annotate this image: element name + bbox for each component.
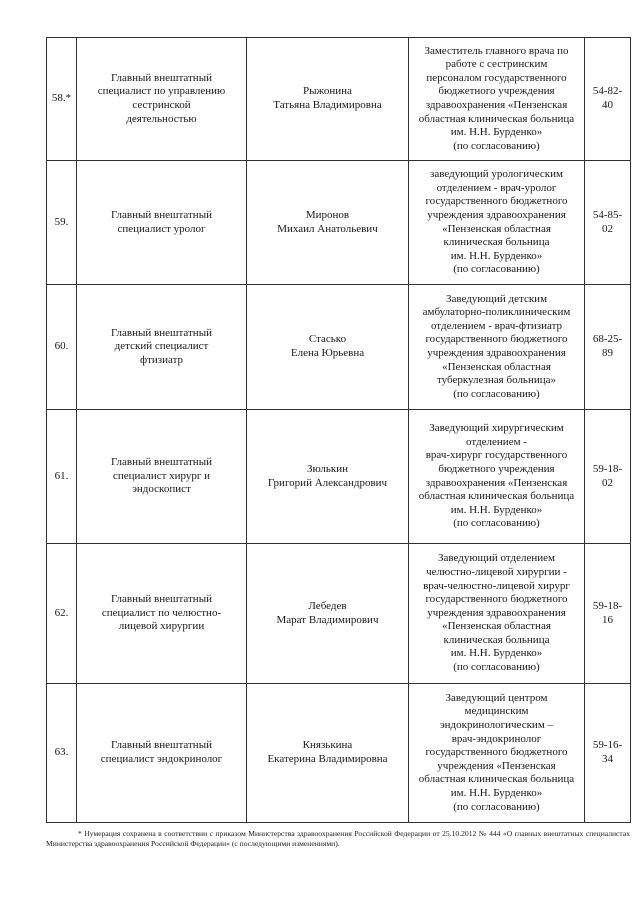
- specialists-table: [46, 37, 631, 823]
- row-number: 62.: [47, 544, 77, 684]
- phone-cell: 59-18-16: [585, 544, 631, 684]
- row-number: 58.*: [47, 38, 77, 161]
- table-row: [47, 544, 631, 684]
- table-row: [47, 285, 631, 410]
- name-cell: Рыжонина Татьяна Владимировна: [247, 38, 409, 161]
- row-number: 63.: [47, 684, 77, 823]
- workplace-cell: Заведующий центром медицинским эндокринологическим – врач-эндокринолог государственного бюджетного учреждения «Пензенская областная клиническая больница им. Н.Н. Бурденко» (по согласованию): [409, 684, 585, 823]
- phone-cell: 59-18-02: [585, 410, 631, 544]
- position-cell: Главный внештатный специалист по управлению сестринской деятельностью: [77, 38, 247, 161]
- name-cell: Стасько Елена Юрьевна: [247, 285, 409, 410]
- name-cell: Зюлькин Григорий Александрович: [247, 410, 409, 544]
- workplace-cell: заведующий урологическим отделением - врач-уролог государственного бюджетного учреждения здравоохранения «Пензенская областная клиническая больница им. Н.Н. Бурденко» (по согласованию): [409, 161, 585, 285]
- table-row: [47, 684, 631, 823]
- workplace-cell: Заведующий отделением челюстно-лицевой хирургии - врач-челюстно-лицевой хирург государственного бюджетного учреждения здравоохранения «Пензенская областная клиническая больница им. Н.Н. Бурденко» (по согласованию): [409, 544, 585, 684]
- row-number: 60.: [47, 285, 77, 410]
- workplace-cell: Заместитель главного врача по работе с сестринским персоналом государственного бюджетного учреждения здравоохранения «Пензенская областная клиническая больница им. Н.Н. Бурденко» (по согласованию): [409, 38, 585, 161]
- position-cell: Главный внештатный специалист по челюстно- лицевой хирургии: [77, 544, 247, 684]
- position-cell: Главный внештатный детский специалист фтизиатр: [77, 285, 247, 410]
- row-number: 59.: [47, 161, 77, 285]
- phone-cell: 59-16-34: [585, 684, 631, 823]
- name-cell: Миронов Михаил Анатольевич: [247, 161, 409, 285]
- name-cell: Лебедев Марат Владимирович: [247, 544, 409, 684]
- workplace-cell: Заведующий детским амбулаторно-поликлиническим отделением - врач-фтизиатр государственного бюджетного учреждения здравоохранения «Пензенская областная туберкулезная больница» (по согласованию): [409, 285, 585, 410]
- name-cell: Князькина Екатерина Владимировна: [247, 684, 409, 823]
- table-row: [47, 38, 631, 161]
- workplace-cell: Заведующий хирургическим отделением - врач-хирург государственного бюджетного учреждения здравоохранения «Пензенская областная клиническая больница им. Н.Н. Бурденко» (по согласованию): [409, 410, 585, 544]
- position-cell: Главный внештатный специалист уролог: [77, 161, 247, 285]
- phone-cell: 54-85-02: [585, 161, 631, 285]
- position-cell: Главный внештатный специалист эндокринолог: [77, 684, 247, 823]
- table-row: [47, 161, 631, 285]
- row-number: 61.: [47, 410, 77, 544]
- phone-cell: 68-25-89: [585, 285, 631, 410]
- table-row: [47, 410, 631, 544]
- phone-cell: 54-82-40: [585, 38, 631, 161]
- footnote: * Нумерация сохранена в соответствии с приказом Министерства здравоохранения Российской Федерации от 25.10.2012 № 444 «О главных внештатных специалистах Министерства здравоохранения Российской Федерации» (с последующими изменениями).: [46, 829, 630, 848]
- position-cell: Главный внештатный специалист хирург и эндоскопист: [77, 410, 247, 544]
